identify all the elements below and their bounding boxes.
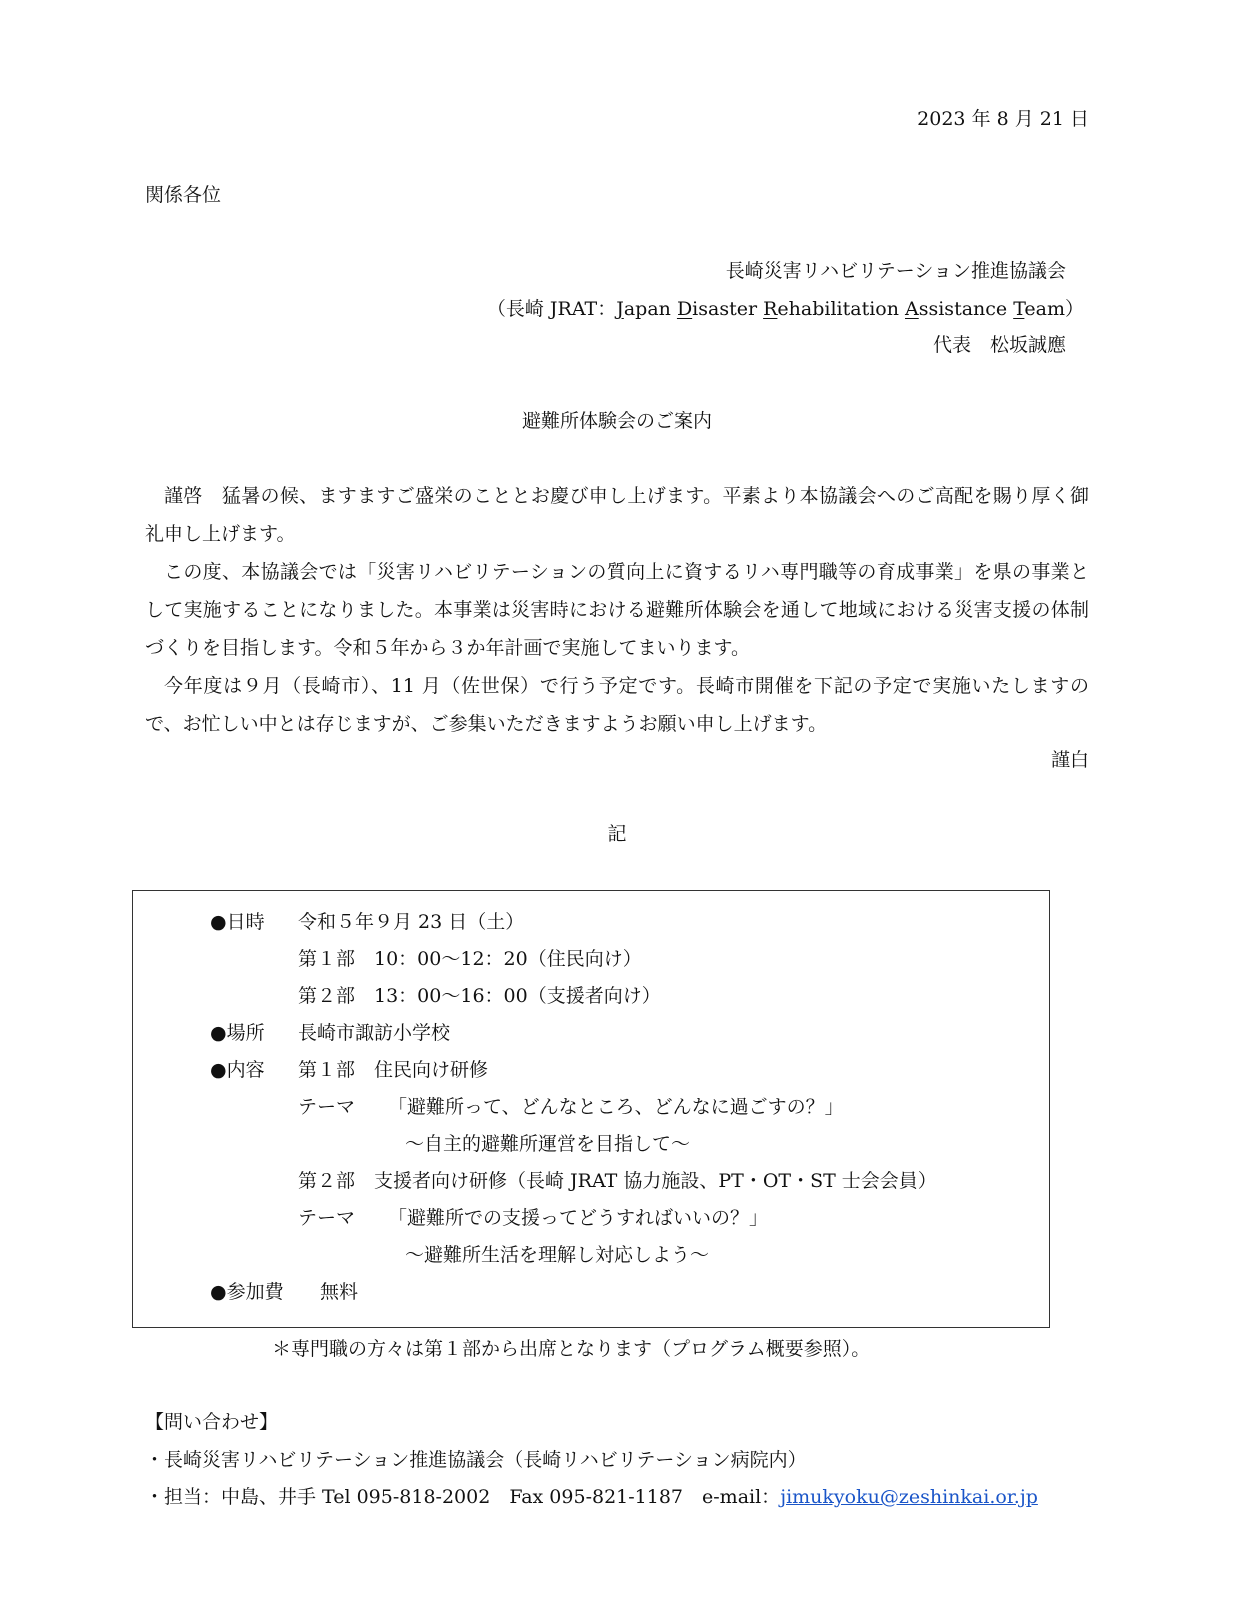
body-paragraph: 今年度は９月（長崎市）、11 月（佐世保）で行う予定です。長崎市開催を下記の予定で実施いたしますので、お忙しい中とは存じますが、ご参集いただきますようお願い申し上げます。 [145, 675, 1089, 735]
representative: 代表 松坂誠應 [932, 334, 1066, 356]
organization-subtitle [487, 300, 1084, 319]
subtitle-words [616, 298, 1065, 320]
theme2-sub: ～避難所生活を理解し対応しよう～ [405, 1244, 710, 1266]
word-rest: ehabilitation [777, 298, 905, 320]
initial-letter: R [763, 298, 778, 320]
closing: 謹白 [1050, 749, 1089, 771]
place-label: ●場所 [210, 1022, 265, 1044]
content-part2: 第２部 支援者向け研修（長崎 JRAT 協力施設、PT・OT・ST 士会会員） [298, 1170, 937, 1192]
contact-heading: 【問い合わせ】 [145, 1411, 279, 1433]
email-link[interactable]: jimukyoku@zeshinkai.or.jp [780, 1486, 1038, 1508]
part2-time: 第２部 13：00～16：00（支援者向け） [298, 985, 661, 1007]
ki-mark: 記 [607, 823, 627, 845]
word-rest: ssistance [918, 298, 1014, 320]
initial-letter: T [1013, 298, 1025, 320]
word-rest: apan [623, 298, 677, 320]
theme-label: テーマ [298, 1207, 356, 1229]
subtitle-open: （長崎 JRAT： [486, 298, 617, 320]
initial-letter: J [616, 298, 624, 320]
document-title: 避難所体験会のご案内 [521, 410, 712, 432]
contact-line-organization: ・長崎災害リハビリテーション推進協議会（長崎リハビリテーション病院内） [145, 1449, 807, 1471]
word-rest: eam [1024, 298, 1065, 320]
subtitle-close: ） [1064, 298, 1084, 320]
fee-value: 無料 [320, 1281, 359, 1303]
contact-line-person [145, 1488, 1038, 1507]
theme-label: テーマ [298, 1096, 356, 1118]
addressee: 関係各位 [145, 184, 222, 206]
fee-label: ●参加費 [210, 1281, 284, 1303]
organization-name: 長崎災害リハビリテーション推進協議会 [725, 260, 1066, 282]
part1-time: 第１部 10：00～12：20（住民向け） [298, 948, 642, 970]
body-text [145, 477, 1089, 743]
details-box [132, 890, 1050, 1328]
datetime-value: 令和５年９月 23 日（土） [298, 911, 525, 933]
initial-letter: D [676, 298, 693, 320]
content-label: ●内容 [210, 1059, 265, 1081]
body-paragraph: この度、本協議会では「災害リハビリテーションの質向上に資するリハ専門職等の育成事業」を県の事業として実施することになりました。本事業は災害時における避難所体験会を通して地域における災害支援の体制づくりを目指します。令和５年から３か年計画で実施してまいります。 [145, 561, 1089, 659]
initial-letter: A [905, 298, 919, 320]
place-value: 長崎市諏訪小学校 [298, 1022, 451, 1044]
datetime-label: ●日時 [210, 911, 265, 933]
contact-details: ・担当：中島、井手 Tel 095-818-2002 Fax 095-821-1187 e-mail： [145, 1486, 781, 1508]
body-paragraph: 謹啓 猛暑の候、ますますご盛栄のこととお慶び申し上げます。平素より本協議会へのご高配を賜り厚く御礼申し上げます。 [145, 485, 1089, 545]
document-date: 2023 年 8 月 21 日 [917, 108, 1089, 130]
note: ＊専門職の方々は第１部から出席となります（プログラム概要参照）。 [272, 1338, 871, 1360]
content-part1: 第１部 住民向け研修 [298, 1059, 489, 1081]
theme1: 「避難所って、どんなところ、どんなに過ごすの？」 [388, 1096, 844, 1118]
word-rest: isaster [692, 298, 764, 320]
theme2: 「避難所での支援ってどうすればいいの？」 [388, 1207, 769, 1229]
theme1-sub: ～自主的避難所運営を目指して～ [405, 1133, 691, 1155]
